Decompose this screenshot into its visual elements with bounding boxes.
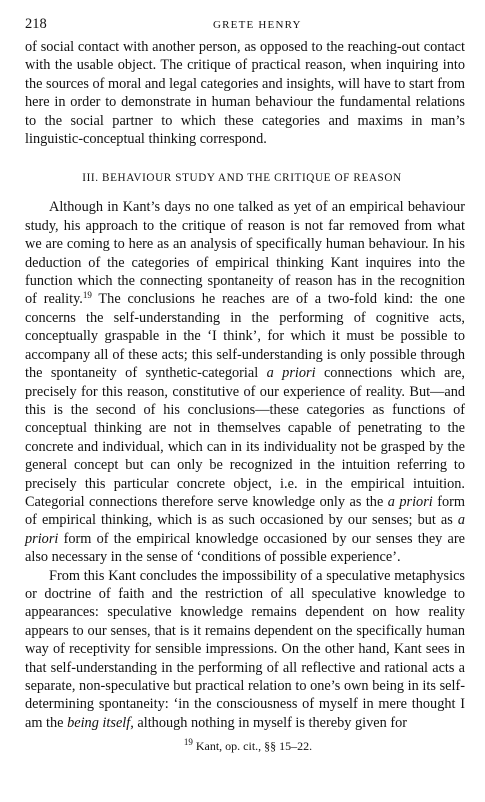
paragraph-text: form of empirical thinking, which is as such occasioned by our senses; but as — [25, 493, 465, 529]
paragraph-text: form of the empirical knowledge occasioned by our senses they are also necessary in the sense of ‘conditions of possible experience’. — [25, 530, 465, 566]
italic-term: being itself, — [67, 714, 134, 731]
footnote — [25, 739, 465, 754]
paragraph-speculative-metaphysics — [25, 567, 465, 733]
running-title: GRETE HENRY — [213, 19, 302, 31]
italic-term: a priori — [387, 493, 433, 510]
footnote-reference: 19 — [82, 290, 92, 301]
italic-term: a priori — [266, 365, 316, 382]
paragraph-text: although nothing in myself is thereby given for — [133, 714, 407, 731]
italic-term: a priori — [25, 512, 465, 547]
section-heading: III. BEHAVIOUR STUDY AND THE CRITIQUE OF REASON — [82, 172, 402, 185]
paragraph-behaviour-study — [25, 198, 465, 566]
paragraph-text: From this Kant concludes the impossibility of a speculative metaphysics or doctrine of faith and the restriction of all speculative knowledge to appearances: speculative knowledge remains dependent on how reality appears to our senses, that is it remains dependent on the specifically human way of receptivity for sensible impressions. On the other hand, Kant sees in that self-understanding in the performing of all reflective and rational acts a separate, non-speculative but practical relation to one’s own being in its self-determining spontaneity: ‘in the consciousness of myself in mere thought I am the — [25, 567, 465, 731]
paragraph-text: connections which are, precisely for this reason, constitutive of our experience of reality. But—and this is the second of his conclusions—these categories as functions of conceptual thinking are not in themselves capable of penetrating to the concrete and individual, which can in its individuality not be grasped by the general concept but can only be recognized in the intuition referring to precisely this particular concrete object, i.e. in the empirical intuition. Categorial connections therefore serve knowledge only as the — [25, 365, 465, 510]
running-head — [25, 16, 465, 38]
footnote-number: 19 — [183, 737, 193, 748]
paragraph-text: Although in Kant’s days no one talked as yet of an empirical behaviour study, his approach to the critique of reason is not far removed from what we are coming to here as an analysis of specifically human behaviour. In his deduction of the categories of empirical thinking Kant inquires into the function which the connecting spontaneity of reason has in the recognition of reality. — [25, 199, 465, 308]
page-number: 218 — [25, 16, 47, 32]
continued-paragraph: of social contact with another person, as opposed to the reaching-out contact with the usable object. The critique of practical reason, when inquiring into the sources of moral and legal categories and insights, will have to start from here in order to demonstrate in human behaviour the fundamental relations to the social partner to which these categories and maxims in man’s linguistic-conceptual thinking correspond. — [25, 39, 465, 148]
paragraph-text: The conclusions he reaches are of a two-fold kind: the one concerns the self-understanding in the performing of cognitive acts, conceptually graspable in the ‘I think’, for which it must be possible to accompany all of these acts; this self-understanding is only possible through the spontaneity of synthetic-categorial — [25, 291, 465, 382]
footnote-text: Kant, op. cit., §§ 15–22. — [192, 739, 313, 754]
